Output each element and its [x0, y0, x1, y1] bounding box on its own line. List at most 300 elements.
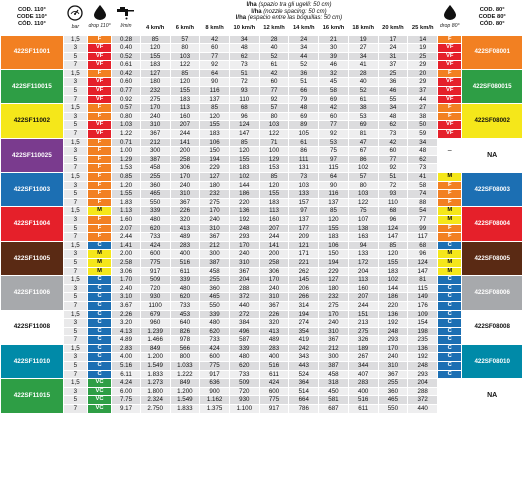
- table-row: [1, 104, 523, 113]
- lha-value-cell: 77: [200, 52, 230, 61]
- lha-value-cell: 107: [348, 215, 378, 224]
- pressure-cell: 1,5: [63, 104, 87, 113]
- lha-value-cell: 92: [319, 130, 349, 139]
- lha-value-cell: 100: [259, 147, 289, 156]
- lha-value-cell: 204: [229, 276, 259, 285]
- lha-value-cell: 221: [289, 258, 319, 267]
- lha-value-cell: 170: [319, 310, 349, 319]
- lha-value-cell: 34: [289, 44, 319, 53]
- table-row: [1, 198, 523, 207]
- lha-value-cell: 153: [259, 164, 289, 173]
- lha-value-cell: 339: [200, 310, 230, 319]
- lha-value-cell: 46: [319, 61, 349, 70]
- table-row: [1, 69, 523, 78]
- flow-lmin-cell: 1.29: [112, 155, 141, 164]
- flow-lmin-cell: 3.20: [112, 319, 141, 328]
- lha-value-cell: 38: [408, 112, 438, 121]
- lha-value-cell: 14: [408, 35, 438, 44]
- lha-value-cell: 57: [259, 104, 289, 113]
- lha-value-cell: 262: [289, 267, 319, 276]
- table-row: [1, 379, 523, 388]
- lha-value-cell: 80: [348, 181, 378, 190]
- lha-value-cell: 170: [200, 207, 230, 216]
- drop80-header: [438, 0, 462, 35]
- lha-value-cell: 172: [348, 258, 378, 267]
- flow-lmin-cell: 2.44: [112, 233, 141, 242]
- lha-value-cell: 144: [229, 181, 259, 190]
- lha-value-cell: 360: [140, 181, 170, 190]
- lha-value-cell: 733: [229, 370, 259, 379]
- lha-value-cell: 68: [408, 241, 438, 250]
- lha-value-cell: 450: [319, 387, 349, 396]
- lha-value-cell: 360: [200, 284, 230, 293]
- drop-class-110: F: [87, 112, 111, 121]
- pressure-cell: 3: [63, 181, 87, 190]
- flow-lmin-cell: 6.00: [112, 387, 141, 396]
- flow-lmin-cell: 0.61: [112, 61, 141, 70]
- lha-value-cell: 120: [140, 44, 170, 53]
- lha-value-cell: 52: [289, 61, 319, 70]
- drop-class-110: VF: [87, 78, 111, 87]
- lha-value-cell: 89: [289, 121, 319, 130]
- speed-header-1: 4 km/h: [140, 24, 170, 35]
- lha-value-cell: 283: [259, 344, 289, 353]
- lha-value-cell: 275: [348, 327, 378, 336]
- lha-value-cell: 424: [140, 241, 170, 250]
- lha-value-cell: 209: [289, 233, 319, 242]
- lha-value-cell: 52: [259, 52, 289, 61]
- lha-value-cell: 310: [170, 190, 200, 199]
- drop-class-80: F: [438, 224, 462, 233]
- table-row: [1, 181, 523, 190]
- lha-value-cell: 46: [378, 87, 408, 96]
- drop-class-110: F: [87, 69, 111, 78]
- lha-value-cell: 248: [378, 327, 408, 336]
- nozzle-code-110: 422SF11001: [1, 35, 64, 69]
- lha-value-cell: 51: [289, 78, 319, 87]
- lha-value-cell: 465: [200, 293, 230, 302]
- drop-icon: [444, 5, 456, 20]
- lha-value-cell: 1.200: [140, 353, 170, 362]
- lha-value-cell: 524: [289, 370, 319, 379]
- lha-value-cell: 155: [170, 87, 200, 96]
- lha-value-cell: 19: [408, 44, 438, 53]
- lha-value-cell: 364: [289, 379, 319, 388]
- lha-value-cell: 458: [140, 164, 170, 173]
- lha-value-cell: 110: [229, 95, 259, 104]
- drop-class-80: VF: [438, 44, 462, 53]
- lha-value-cell: 36: [378, 78, 408, 87]
- lha-value-cell: 154: [408, 319, 438, 328]
- lha-value-cell: 255: [140, 173, 170, 182]
- drop-class-110: F: [87, 155, 111, 164]
- drop-class-110: VF: [87, 44, 111, 53]
- lha-value-cell: 57: [348, 173, 378, 182]
- lha-value-cell: 62: [408, 155, 438, 164]
- drop-class-80: C: [438, 370, 462, 379]
- lha-value-cell: 92: [200, 61, 230, 70]
- pressure-cell: 5: [63, 396, 87, 405]
- lha-value-cell: 516: [259, 362, 289, 371]
- lha-value-cell: 1.800: [140, 387, 170, 396]
- flow-lmin-cell: 2.26: [112, 310, 141, 319]
- table-row: [1, 310, 523, 319]
- nozzle-code-110: 422SF11003: [1, 173, 64, 207]
- lha-value-cell: 73: [229, 61, 259, 70]
- lha-value-cell: 274: [289, 319, 319, 328]
- lha-value-cell: 339: [140, 207, 170, 216]
- lha-value-cell: 37: [378, 61, 408, 70]
- table-row: [1, 35, 523, 44]
- lha-value-cell: 96: [408, 250, 438, 259]
- lha-value-cell: 85: [229, 138, 259, 147]
- pressure-cell: 5: [63, 87, 87, 96]
- lha-value-cell: 620: [200, 327, 230, 336]
- lha-line: l/ha (espacio entre las boquillas: 50 cm): [235, 15, 343, 22]
- lha-value-cell: 1.375: [200, 405, 230, 414]
- lha-value-cell: 232: [319, 293, 349, 302]
- table-row: [1, 267, 523, 276]
- lha-value-cell: 111: [289, 155, 319, 164]
- lha-value-cell: 90: [200, 78, 230, 87]
- lha-value-cell: 86: [348, 155, 378, 164]
- drop-class-80: F: [438, 190, 462, 199]
- speed-header-8: 18 km/h: [348, 24, 378, 35]
- lha-value-cell: 419: [289, 336, 319, 345]
- drop-class-80: C: [438, 241, 462, 250]
- lha-value-cell: 480: [200, 319, 230, 328]
- lha-value-cell: 42: [200, 35, 230, 44]
- lha-value-cell: 147: [229, 130, 259, 139]
- lha-value-cell: 27: [408, 104, 438, 113]
- lha-value-cell: 367: [200, 233, 230, 242]
- lha-value-cell: 50: [408, 121, 438, 130]
- pressure-cell: 7: [63, 61, 87, 70]
- lha-value-cell: 310: [378, 362, 408, 371]
- nozzle-code-110: 422SF11005: [1, 241, 64, 275]
- lha-value-cell: 930: [140, 293, 170, 302]
- lha-value-cell: 28: [348, 69, 378, 78]
- lha-value-cell: 192: [378, 319, 408, 328]
- lha-value-cell: 145: [289, 276, 319, 285]
- lha-value-cell: 170: [170, 173, 200, 182]
- lha-value-cell: 620: [229, 362, 259, 371]
- lha-value-cell: 318: [319, 379, 349, 388]
- lha-value-cell: 155: [259, 190, 289, 199]
- drop-class-110: C: [87, 293, 111, 302]
- pressure-cell: 5: [63, 362, 87, 371]
- lha-value-cell: 97: [319, 155, 349, 164]
- lha-value-cell: 248: [229, 224, 259, 233]
- table-row: [1, 215, 523, 224]
- lha-value-cell: 120: [229, 147, 259, 156]
- lha-value-cell: 45: [319, 78, 349, 87]
- nozzle-code-80: 422SF08001: [462, 35, 523, 69]
- pressure-cell: 3: [63, 353, 87, 362]
- drop-class-80: VF: [438, 78, 462, 87]
- lha-value-cell: 136: [229, 207, 259, 216]
- lha-value-cell: 550: [378, 405, 408, 414]
- lha-value-cell: 177: [289, 224, 319, 233]
- lha-value-cell: 443: [289, 362, 319, 371]
- lha-value-cell: 120: [319, 215, 349, 224]
- lha-value-cell: 326: [348, 336, 378, 345]
- pressure-cell: 7: [63, 130, 87, 139]
- lha-value-cell: 200: [170, 147, 200, 156]
- lha-value-cell: 275: [319, 301, 349, 310]
- drop-class-110: C: [87, 370, 111, 379]
- lha-value-cell: 465: [140, 190, 170, 199]
- lha-value-cell: 157: [289, 198, 319, 207]
- flow-lmin-cell: 2.83: [112, 344, 141, 353]
- lha-value-cell: 320: [170, 215, 200, 224]
- drop-class-80: F: [438, 198, 462, 207]
- flow-lmin-cell: 1.41: [112, 241, 141, 250]
- lha-value-cell: 60: [200, 44, 230, 53]
- lha-value-cell: 60: [319, 112, 349, 121]
- drop-class-110: F: [87, 224, 111, 233]
- pressure-cell: 1,5: [63, 276, 87, 285]
- drop-class-110: F: [87, 190, 111, 199]
- lha-value-cell: 387: [319, 362, 349, 371]
- nozzle-code-80: 422SF080015: [462, 69, 523, 103]
- left-code-line: CÓD. 110°: [17, 20, 46, 27]
- table-row: [1, 362, 523, 371]
- nozzle-code-110: 422SF11010: [1, 344, 64, 378]
- drop-class-80: VF: [438, 95, 462, 104]
- lha-value-cell: 124: [408, 258, 438, 267]
- nozzle-code-110: 422SF11008: [1, 310, 64, 344]
- lha-value-cell: 40: [259, 44, 289, 53]
- lha-value-cell: 310: [229, 258, 259, 267]
- lha-value-cell: 458: [319, 370, 349, 379]
- lha-value-cell: 367: [378, 370, 408, 379]
- table-row: [1, 121, 523, 130]
- lha-value-cell: 465: [378, 396, 408, 405]
- lha-value-cell: 636: [200, 379, 230, 388]
- flow-lmin-cell: 2.58: [112, 258, 141, 267]
- lha-value-cell: 600: [140, 250, 170, 259]
- speed-header-2: 6 km/h: [170, 24, 200, 35]
- lha-value-cell: 44: [289, 52, 319, 61]
- lha-value-cell: 55: [378, 95, 408, 104]
- lha-value-cell: 155: [140, 52, 170, 61]
- lha-value-cell: 155: [229, 155, 259, 164]
- lha-value-cell: 1.222: [170, 370, 200, 379]
- table-row: [1, 353, 523, 362]
- drop-class-110: C: [87, 327, 111, 336]
- nozzle-code-80: 422SF08006: [462, 276, 523, 310]
- drop-class-110: C: [87, 310, 111, 319]
- drop-class-110: F: [87, 215, 111, 224]
- lha-value-cell: 72: [229, 78, 259, 87]
- lha-value-cell: 266: [289, 293, 319, 302]
- pressure-gauge-icon: [67, 5, 83, 21]
- drop-class-80: C: [438, 336, 462, 345]
- lha-value-cell: 68: [378, 207, 408, 216]
- lha-value-cell: 138: [348, 224, 378, 233]
- lha-value-cell: 31: [378, 52, 408, 61]
- drop-class-80: M: [438, 267, 462, 276]
- lha-value-cell: 58: [319, 87, 349, 96]
- lha-value-cell: 900: [200, 387, 230, 396]
- lha-value-cell: 28: [259, 35, 289, 44]
- lha-value-cell: 1.033: [170, 362, 200, 371]
- lha-value-cell: 372: [408, 396, 438, 405]
- lha-value-cell: 306: [170, 164, 200, 173]
- pressure-cell: 7: [63, 405, 87, 414]
- table-row: [1, 87, 523, 96]
- lha-value-cell: 67: [348, 147, 378, 156]
- drop-class-110: C: [87, 301, 111, 310]
- lha-value-cell: 255: [378, 379, 408, 388]
- flow-lmin-cell: 7.75: [112, 396, 141, 405]
- lha-value-cell: 232: [140, 87, 170, 96]
- nozzle-code-80: 422SF08008: [462, 310, 523, 344]
- lha-value-cell: 103: [348, 190, 378, 199]
- lha-value-cell: 293: [229, 233, 259, 242]
- lha-value-cell: 85: [200, 104, 230, 113]
- lha-value-cell: 92: [259, 95, 289, 104]
- flow-lmin-cell: 6.11: [112, 370, 141, 379]
- lha-value-cell: 424: [200, 344, 230, 353]
- lha-line: l/ha (nozzle spacing: 50 cm): [251, 8, 327, 15]
- flow-lmin-cell: 9.17: [112, 405, 141, 414]
- lha-value-cell: 24: [378, 44, 408, 53]
- lha-value-cell: 73: [408, 164, 438, 173]
- pressure-cell: 3: [63, 215, 87, 224]
- lha-value-cell: 163: [348, 233, 378, 242]
- lha-value-cell: 339: [170, 276, 200, 285]
- lha-value-cell: 120: [259, 181, 289, 190]
- lha-value-cell: 120: [200, 112, 230, 121]
- lha-value-cell: 2.324: [140, 396, 170, 405]
- lha-value-cell: 85: [378, 241, 408, 250]
- lha-value-cell: 124: [378, 224, 408, 233]
- lha-value-cell: 367: [170, 198, 200, 207]
- table-row: [1, 284, 523, 293]
- drop-class-110: M: [87, 267, 111, 276]
- drop-class-80: C: [438, 276, 462, 285]
- drop-class-110: C: [87, 241, 111, 250]
- lha-value-cell: 40: [348, 78, 378, 87]
- pressure-cell: 5: [63, 327, 87, 336]
- lha-value-cell: 183: [378, 267, 408, 276]
- pressure-cell: 5: [63, 258, 87, 267]
- lha-value-cell: 775: [200, 362, 230, 371]
- drop-class-80-empty: [438, 155, 462, 164]
- lha-value-cell: 115: [319, 164, 349, 173]
- lha-value-cell: 204: [348, 267, 378, 276]
- lha-value-cell: 917: [140, 267, 170, 276]
- pressure-cell: 7: [63, 198, 87, 207]
- lha-value-cell: 85: [259, 173, 289, 182]
- flow-lmin-cell: 2.00: [112, 250, 141, 259]
- drop-class-80: F: [438, 233, 462, 242]
- drop-class-80-empty: [438, 405, 462, 414]
- lha-value-cell: 29: [408, 78, 438, 87]
- flow-lmin-cell: 3.67: [112, 301, 141, 310]
- flow-lmin-cell: 0.71: [112, 138, 141, 147]
- lha-value-cell: 141: [259, 241, 289, 250]
- table-row: [1, 396, 523, 405]
- lha-value-cell: 189: [348, 344, 378, 353]
- left-code-header: [1, 0, 64, 35]
- lha-value-cell: 68: [229, 104, 259, 113]
- lha-value-cell: 102: [229, 173, 259, 182]
- drop80-label: drop 80°: [439, 23, 460, 30]
- lha-value-cell: 90: [319, 181, 349, 190]
- lha-value-cell: 453: [170, 310, 200, 319]
- not-available-label: NA: [462, 379, 523, 413]
- lha-value-cell: 206: [289, 284, 319, 293]
- drop-class-110: C: [87, 319, 111, 328]
- lha-value-cell: 137: [200, 95, 230, 104]
- lha-value-cell: 60: [259, 78, 289, 87]
- pressure-cell: 5: [63, 52, 87, 61]
- flow-lmin-cell: 0.92: [112, 95, 141, 104]
- flow-lmin-cell: 1.13: [112, 207, 141, 216]
- lha-value-cell: 232: [200, 190, 230, 199]
- lha-value-cell: 51: [229, 69, 259, 78]
- lha-value-cell: 687: [319, 405, 349, 414]
- drop-class-80: C: [438, 362, 462, 371]
- drop-class-80: C: [438, 293, 462, 302]
- lha-value-cell: 267: [348, 353, 378, 362]
- flow-lmin-cell: 0.85: [112, 173, 141, 182]
- lha-value-cell: 275: [200, 198, 230, 207]
- lha-value-cell: 92: [378, 164, 408, 173]
- drop-class-110: VF: [87, 130, 111, 139]
- lha-value-cell: 244: [348, 301, 378, 310]
- lha-value-cell: 240: [170, 181, 200, 190]
- left-code-line: COD. 110°: [17, 7, 46, 14]
- lha-value-cell: 48: [289, 104, 319, 113]
- lha-value-cell: 73: [378, 130, 408, 139]
- lha-value-cell: 24: [289, 35, 319, 44]
- lha-value-cell: 42: [259, 69, 289, 78]
- lha-value-cell: 240: [319, 319, 349, 328]
- lha-value-cell: 72: [378, 181, 408, 190]
- pressure-cell: 5: [63, 121, 87, 130]
- lha-value-cell: 150: [200, 147, 230, 156]
- lha-value-cell: 320: [259, 319, 289, 328]
- drop-class-80-empty: [438, 379, 462, 388]
- lha-value-cell: 30: [319, 44, 349, 53]
- lha-value-cell: 514: [289, 387, 319, 396]
- lha-line: l/ha (spazio tra gli ugelli: 50 cm): [246, 2, 332, 9]
- lha-value-cell: 110: [378, 198, 408, 207]
- flow-lmin-cell: 1.55: [112, 190, 141, 199]
- lha-value-cell: 48: [378, 112, 408, 121]
- table-row: [1, 387, 523, 396]
- lha-value-cell: 44: [408, 95, 438, 104]
- lha-value-cell: 61: [259, 61, 289, 70]
- lha-value-cell: 611: [170, 267, 200, 276]
- lha-header: [140, 0, 437, 24]
- drop-class-110: C: [87, 353, 111, 362]
- lha-value-cell: 220: [229, 198, 259, 207]
- pressure-cell: 1,5: [63, 69, 87, 78]
- pressure-cell: 3: [63, 147, 87, 156]
- lha-value-cell: 124: [229, 121, 259, 130]
- lha-value-cell: 480: [140, 215, 170, 224]
- lha-value-cell: 400: [259, 353, 289, 362]
- table-row: [1, 130, 523, 139]
- lha-value-cell: 113: [348, 276, 378, 285]
- lha-value-cell: 343: [289, 353, 319, 362]
- lha-value-cell: 81: [408, 276, 438, 285]
